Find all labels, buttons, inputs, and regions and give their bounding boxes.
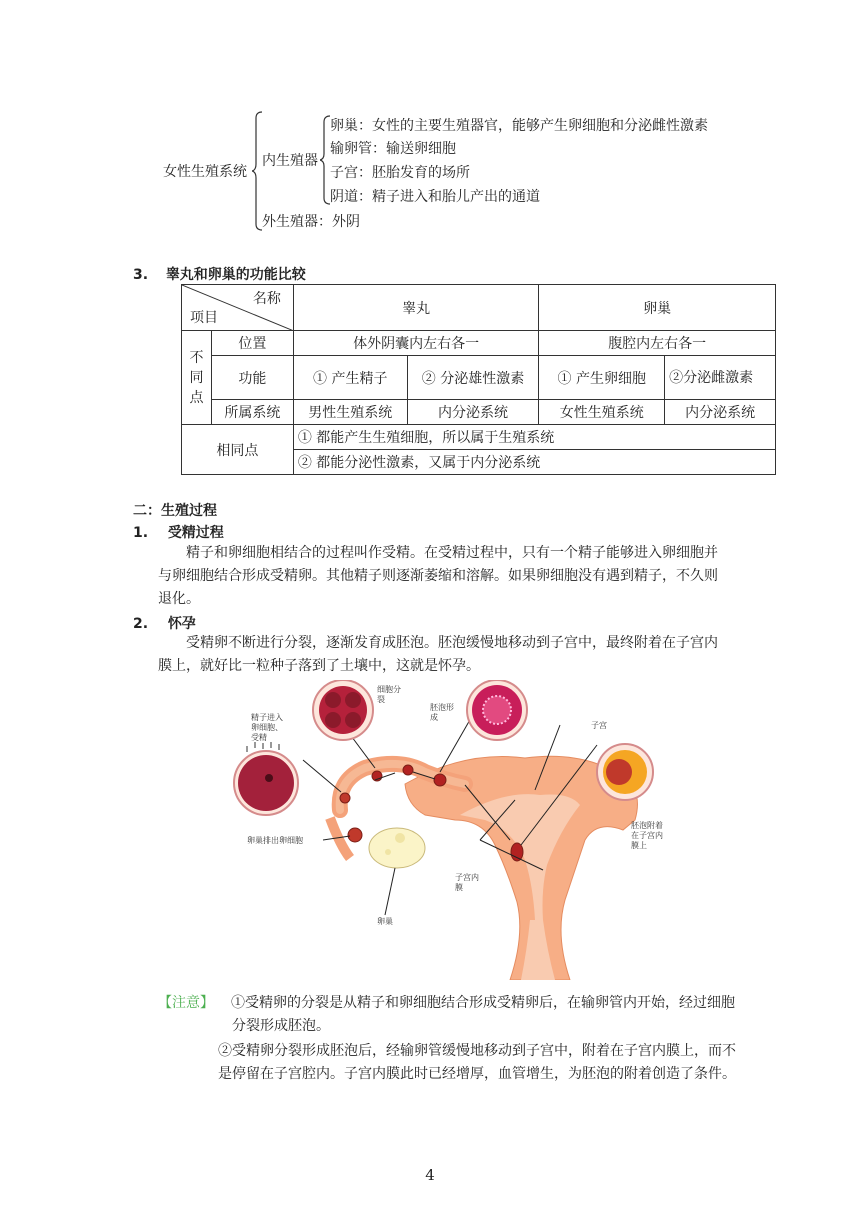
header-testis: 睾丸 bbox=[293, 285, 539, 331]
table-corner bbox=[182, 285, 294, 331]
tree-internal: 内生殖器 bbox=[262, 153, 318, 169]
ovary-system-2: 内分泌系统 bbox=[665, 400, 776, 425]
same-point-1: ① 都能产生生殖细胞，所以属于生殖系统 bbox=[293, 425, 775, 450]
ovary-function-2: ②分泌雌激素 bbox=[665, 356, 776, 400]
tree-item-ovary: 卵巢：女性的主要生殖器官，能够产生卵细胞和分泌雌性激素 bbox=[330, 118, 708, 134]
row-position-label: 位置 bbox=[211, 331, 293, 356]
testis-system-2: 内分泌系统 bbox=[407, 400, 539, 425]
label-uterus: 子宫 bbox=[591, 721, 607, 730]
testis-position: 体外阴囊内左右各一 bbox=[293, 331, 539, 356]
label-ovary: 卵巢 bbox=[377, 917, 393, 926]
tree-external: 外生殖器：外阴 bbox=[262, 214, 360, 230]
comparison-table bbox=[181, 284, 776, 475]
ovary-position: 腹腔内左右各一 bbox=[539, 331, 776, 356]
note-item-1: ①受精卵的分裂是从精子和卵细胞结合形成受精卵后，在输卵管内开始，经过细胞分裂形成胚泡。 bbox=[231, 995, 735, 1034]
header-ovary: 卵巢 bbox=[539, 285, 776, 331]
ovary-function-1: ① 产生卵细胞 bbox=[539, 356, 665, 400]
label-blastocyst: 胚泡形成 bbox=[430, 703, 454, 722]
sub1-number: 1. bbox=[133, 525, 149, 541]
tree-item-vagina: 阴道：精子进入和胎儿产出的通道 bbox=[330, 189, 540, 205]
corner-bottom-label: 项目 bbox=[190, 310, 218, 326]
sub2-title: 怀孕 bbox=[167, 616, 196, 632]
sub2-number: 2. bbox=[133, 616, 149, 632]
diff-label: 不同点 bbox=[182, 331, 212, 425]
same-point-2: ② 都能分泌性激素，又属于内分泌系统 bbox=[293, 450, 775, 475]
reproduction-diagram bbox=[225, 680, 675, 980]
note-item-2: ②受精卵分裂形成胚泡后，经输卵管缓慢地移动到子宫中，附着在子宫内膜上，而不是停留在子宫腔内。子宫内膜此时已经增厚，血管增生，为胚泡的附着创造了条件。 bbox=[218, 1043, 736, 1082]
ovary-system-1: 女性生殖系统 bbox=[539, 400, 665, 425]
same-label: 相同点 bbox=[182, 425, 294, 475]
row-system-label: 所属系统 bbox=[211, 400, 293, 425]
note-block bbox=[158, 992, 748, 1086]
label-division: 细胞分裂 bbox=[377, 685, 401, 704]
tree-item-uterus: 子宫：胚胎发育的场所 bbox=[330, 165, 470, 181]
part2-title: 二：生殖过程 bbox=[133, 503, 217, 519]
label-endometrium: 子宫内膜 bbox=[455, 873, 479, 892]
testis-system-1: 男性生殖系统 bbox=[293, 400, 407, 425]
section3-title: 睾丸和卵巢的功能比较 bbox=[165, 267, 306, 283]
note-tag: 【注意】 bbox=[158, 995, 214, 1011]
sub1-title: 受精过程 bbox=[167, 525, 224, 541]
tree-item-oviduct: 输卵管：输送卵细胞 bbox=[330, 141, 456, 157]
section3-heading bbox=[133, 264, 306, 284]
tree-root: 女性生殖系统 bbox=[163, 164, 247, 180]
corner-top-label: 名称 bbox=[252, 291, 281, 307]
testis-function-1: ① 产生精子 bbox=[293, 356, 407, 400]
sub1-heading bbox=[133, 522, 224, 542]
section3-number: 3. bbox=[133, 267, 149, 283]
page-number: 4 bbox=[425, 1166, 435, 1184]
label-sperm: 精子进入卵细胞、受精 bbox=[251, 713, 283, 742]
testis-function-2: ② 分泌雄性激素 bbox=[407, 356, 539, 400]
sub2-paragraph: 受精卵不断进行分裂，逐渐发育成胚泡。胚泡缓慢地移动到子宫中，最终附着在子宫内膜上，就好比一粒种子落到了土壤中，这就是怀孕。 bbox=[158, 635, 718, 674]
sub1-paragraph: 精子和卵细胞相结合的过程叫作受精。在受精过程中，只有一个精子能够进入卵细胞并与卵细胞结合形成受精卵。其他精子则逐渐萎缩和溶解。如果卵细胞没有遇到精子，不久则退化。 bbox=[158, 545, 718, 607]
label-ovulation: 卵巢排出卵细胞 bbox=[247, 836, 303, 845]
row-function-label: 功能 bbox=[211, 356, 293, 400]
label-attach: 胚泡附着在子宫内膜上 bbox=[631, 821, 663, 850]
sub2-heading bbox=[133, 613, 196, 633]
